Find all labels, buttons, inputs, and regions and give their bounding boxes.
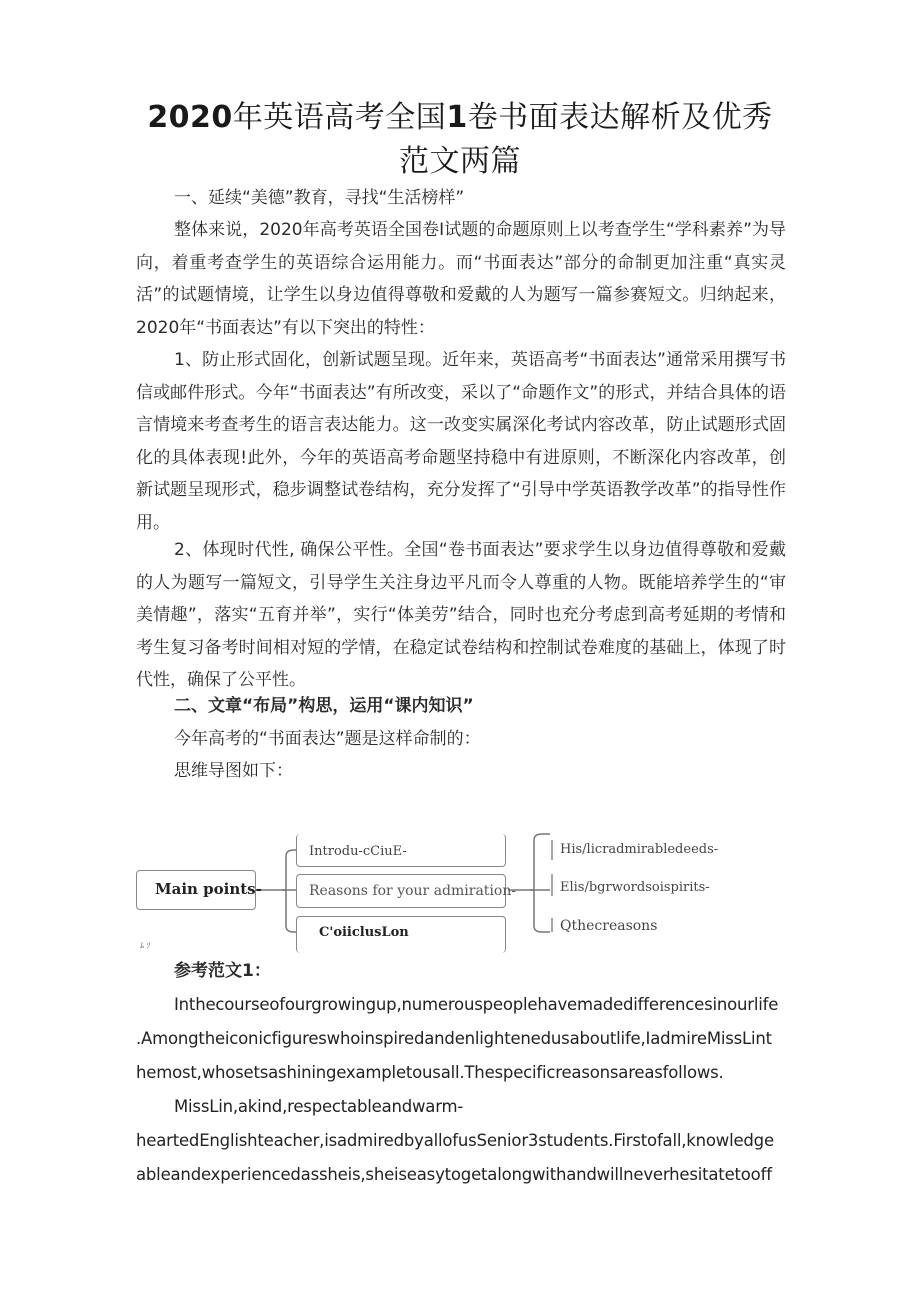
mind-map-leaf-1: His/licradmirabledeeds-: [560, 842, 719, 857]
section2-heading: 二、文章“布局”构思，运用“课内知识”: [174, 696, 474, 716]
mind-map-branch-3-box: [296, 916, 506, 953]
document-title: [120, 96, 800, 184]
section1-intro: 整体来说，2020年高考英语全国卷I试题的命题原则上以考查学生“学科素养”为导向，着重考查学生的英语综合运用能力。而“书面表达”部分的命制更加注重“真实灵活”的试题情境，让学生以身边值得尊敬和爱戴的人为题写一篇参赛短文。归纳起来，2020年“书面表达”有以下突出的特性：: [136, 220, 786, 338]
mind-map: [136, 826, 719, 952]
sample1-line: Inthecourseofourgrowingup,numerouspeoplehavemadedifferencesinourlife: [174, 995, 779, 1014]
mind-map-branch-2-box: [296, 874, 517, 908]
mind-map-branch-2-label: Reasons for your admiration-: [309, 883, 517, 899]
mind-map-footnote: ﾑ ｿ: [140, 941, 151, 950]
sample1-line: .Amongtheiconicfigureswhoinspiredandenlightenedusaboutlife,IadmireMissLint: [136, 1029, 772, 1048]
mind-map-root-box: [136, 870, 262, 910]
mind-map-branch-3-label: C'oiiclusLon: [319, 925, 409, 940]
section1-point1: 1、防止形式固化，创新试题呈现。近年来，英语高考“书面表达”通常采用撰写书信或邮件形式。今年“书面表达”有所改变，采以了“命题作文”的形式，并结合具体的语言情境来考查考生的语言表达能力。这一改变实属深化考试内容改革，防止试题形式固化的具体表现!此外，今年的英语高考命题坚持稳中有进原则，不断深化内容改革，创新试题呈现形式，稳步调整试卷结构，充分发挥了“引导中学英语教学改革”的指导性作用。: [136, 350, 786, 533]
mind-map-root-label: Main points-: [155, 880, 262, 898]
section1-point2: 2、体现时代性, 确保公平性。全国“卷书面表达”要求学生以身边值得尊敬和爱戴的人为题写一篇短文，引导学生关注身边平凡而令人尊重的人物。既能培养学生的“审美情趣”，落实“五育并举”，实行“体美劳”结合，同时也充分考虑到高考延期的考情和考生复习备考时间相对短的学情，在稳定试卷结构和控制试卷难度的基础上，体现了时代性，确保了公平性。: [136, 540, 786, 690]
mind-map-leaf-2: Elis/bgrwordsoispirits-: [560, 880, 710, 895]
sample1-line: heartedEnglishteacher,isadmiredbyallofusSenior3students.Firstofall,knowledge: [136, 1131, 774, 1150]
mind-map-leaf-3: Qthecreasons: [560, 918, 658, 934]
sample1-heading: 参考范文1：: [174, 961, 271, 981]
sample1-body: [136, 988, 786, 1192]
section1-heading: 一、延续“美德”教育，寻找“生活榜样”: [174, 188, 465, 208]
title-line-1: 2020年英语高考全国1卷书面表达解析及优秀: [147, 100, 773, 135]
section2-line2: 思维导图如下：: [174, 761, 293, 781]
sample1-line: MissLin,akind,respectableandwarm-: [174, 1097, 464, 1116]
sample1-line: ableandexperiencedassheis,sheiseasytogetalongwithandwillneverhesitatetooff: [136, 1165, 772, 1184]
mind-map-branch-1-label: Introdu-cCiuE-: [309, 844, 407, 859]
mind-map-branch-1-box: [296, 834, 506, 867]
sample1-line: hemost,whosetsashiningexampletousall.Thespecificreasonsareasfollows.: [136, 1063, 724, 1082]
section2-line1: 今年高考的“书面表达”题是这样命制的：: [174, 729, 481, 749]
title-line-2: 范文两篇: [399, 144, 521, 179]
